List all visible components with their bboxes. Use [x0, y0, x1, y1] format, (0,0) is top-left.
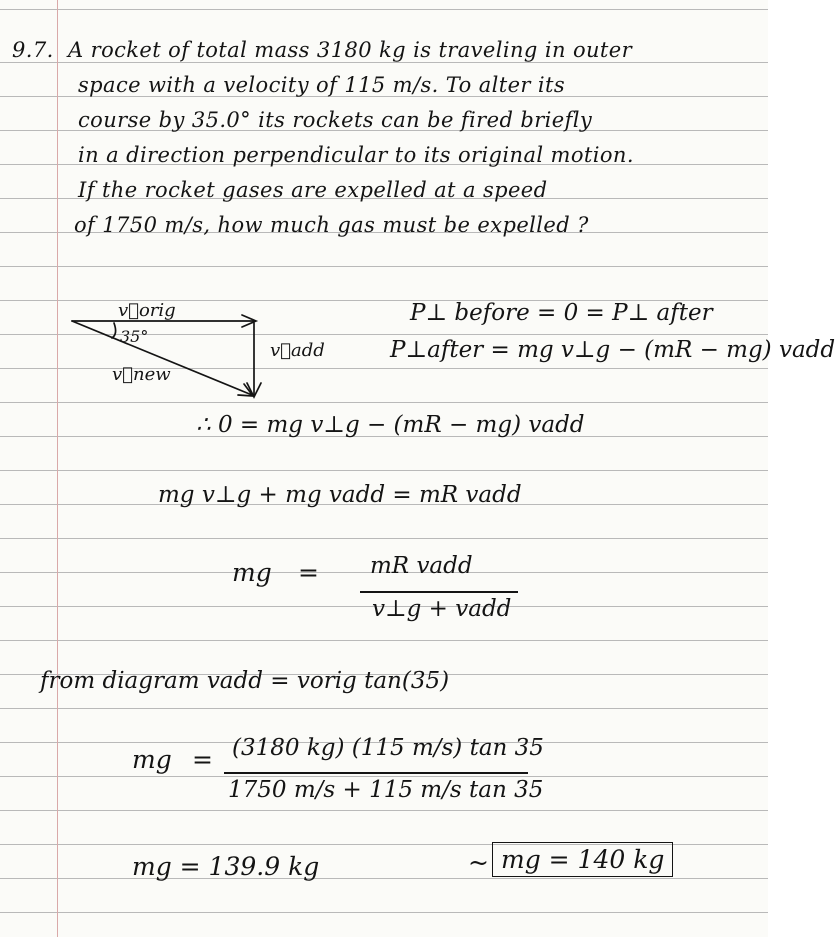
problem-line-4: in a direction perpendicular to its original motion. — [78, 143, 634, 167]
mg-symbol: mg — [232, 558, 272, 587]
v-new-label: v⃗new — [112, 364, 171, 385]
momentum-conservation: P⊥ before = 0 = P⊥ after — [410, 300, 713, 326]
problem-line-3: course by 35.0° its rockets can be fired briefly — [78, 108, 593, 132]
approx-symbol: ~ — [468, 848, 489, 877]
substitution-equals: = — [192, 745, 213, 774]
mg-numerator: mR vadd — [370, 553, 473, 579]
final-answer: mg = 140 kg — [501, 845, 665, 874]
from-diagram-equation: from diagram vadd = vorig tan(35) — [40, 668, 450, 694]
problem-line-2: space with a velocity of 115 m/s. To alter its — [78, 73, 566, 97]
problem-line-6: of 1750 m/s, how much gas must be expelled ? — [74, 213, 589, 237]
angle-label: 35° — [120, 327, 149, 346]
therefore-equation: ∴ 0 = mg v⊥g − (mR − mg) vadd — [196, 412, 585, 438]
mg-fraction-bar — [360, 591, 518, 593]
result-value: mg = 139.9 kg — [132, 852, 320, 881]
angle-arc — [112, 323, 116, 338]
v-orig-label: v⃗orig — [118, 300, 176, 321]
substitution-mg: mg — [132, 745, 172, 774]
final-answer-box — [492, 842, 673, 877]
substitution-fraction-bar — [224, 772, 528, 774]
v-add-label: v⃗add — [270, 340, 325, 361]
p-after-equation: P⊥after = mg v⊥g − (mR − mg) vadd — [390, 337, 835, 363]
mg-denominator: v⊥g + vadd — [372, 596, 512, 622]
rearranged-equation: mg v⊥g + mg vadd = mR vadd — [158, 482, 522, 508]
mg-equals: = — [298, 558, 319, 587]
problem-line-1: A rocket of total mass 3180 kg is traveling in outer — [68, 38, 633, 62]
substitution-denominator: 1750 m/s + 115 m/s tan 35 — [228, 777, 544, 803]
substitution-numerator: (3180 kg) (115 m/s) tan 35 — [232, 735, 544, 761]
problem-number: 9.7. — [12, 38, 54, 62]
problem-line-5: If the rocket gases are expelled at a speed — [78, 178, 548, 202]
